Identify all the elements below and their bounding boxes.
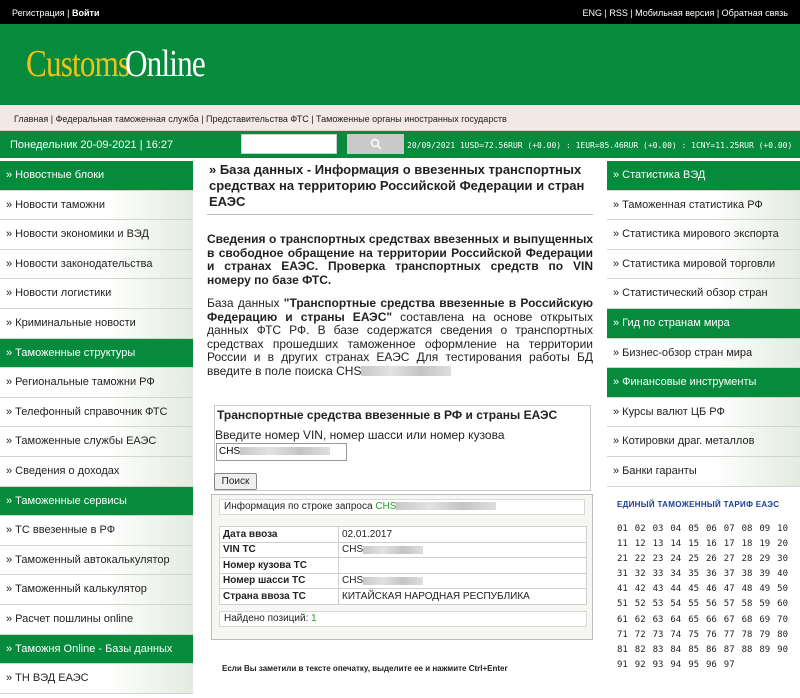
- tariff-group-link[interactable]: 01: [617, 524, 628, 534]
- tariff-group-link[interactable]: 63: [652, 614, 664, 625]
- tariff-group-link[interactable]: 66: [705, 614, 717, 625]
- rightnav-item-6[interactable]: » Бизнес-обзор стран мира: [607, 339, 800, 369]
- site-search-button[interactable]: [347, 134, 404, 154]
- leftnav-section-11[interactable]: » Таможенные сервисы: [0, 487, 193, 517]
- tariff-group-link[interactable]: 60: [777, 599, 789, 610]
- tariff-group-link[interactable]: 41: [617, 584, 628, 595]
- tariff-group-link[interactable]: 94: [670, 659, 682, 670]
- top-menu: [0, 105, 800, 131]
- tariff-group-link[interactable]: 06: [705, 524, 717, 534]
- left-sidebar: [0, 161, 193, 694]
- tariff-group-link[interactable]: 88: [741, 644, 753, 655]
- tariff-group-link[interactable]: 46: [705, 584, 717, 595]
- tariff-group-link[interactable]: 33: [652, 569, 664, 580]
- result-value-text: КИТАЙСКАЯ НАРОДНАЯ РЕСПУБЛИКА: [342, 590, 530, 602]
- leftnav-item-17[interactable]: » ТН ВЭД ЕАЭС: [0, 664, 193, 694]
- result-value: [339, 573, 587, 589]
- tariff-group-link[interactable]: 49: [759, 584, 771, 595]
- result-value: [339, 527, 587, 543]
- tariff-group-link[interactable]: 21: [617, 554, 628, 565]
- result-table: [219, 526, 587, 605]
- tariff-group-link[interactable]: 58: [741, 599, 753, 610]
- tariff-group-link[interactable]: 78: [741, 629, 753, 640]
- lead-text: Сведения о транспортных средствах ввезенных и выпущенных в свободное обращение на территории Российской Федерации и странах ЕАЭС. Проверка транспортных средств по VIN номеру по базе ФТС.: [207, 232, 593, 287]
- tariff-group-link[interactable]: 62: [634, 614, 646, 625]
- result-row: [220, 558, 587, 574]
- result-value-text: 02.01.2017: [342, 528, 393, 540]
- tariff-group-link[interactable]: 16: [705, 539, 717, 550]
- rightnav-section-0[interactable]: » Статистика ВЭД: [607, 161, 800, 191]
- tariff-group-link[interactable]: 67: [723, 614, 735, 625]
- tariff-group-link[interactable]: 71: [617, 629, 628, 640]
- rightnav-section-5[interactable]: » Гид по странам мира: [607, 309, 800, 339]
- tariff-group-link[interactable]: 80: [777, 629, 789, 640]
- tariff-group-link[interactable]: 93: [652, 659, 664, 670]
- search-icon: [370, 138, 382, 150]
- main-content: [207, 162, 593, 378]
- tariff-group-link[interactable]: 74: [670, 629, 682, 640]
- tariff-group-link[interactable]: 14: [670, 539, 682, 550]
- rightnav-item-1[interactable]: » Таможенная статистика РФ: [607, 191, 800, 221]
- tariff-group-link[interactable]: 40: [777, 569, 789, 580]
- tariff-group-link[interactable]: 15: [688, 539, 700, 550]
- title-divider: [207, 214, 593, 215]
- tariff-group-link[interactable]: 26: [705, 554, 717, 565]
- site-search-input[interactable]: [241, 134, 337, 154]
- redacted-value: [363, 577, 423, 585]
- leftnav-item-5[interactable]: » Криминальные новости: [0, 309, 193, 339]
- tariff-group-link[interactable]: 57: [723, 599, 735, 610]
- tariff-group-link[interactable]: 70: [777, 614, 789, 625]
- found-label: Найдено позиций:: [224, 613, 309, 624]
- leftnav-item-4[interactable]: » Новости логистики: [0, 279, 193, 309]
- leftnav-item-2[interactable]: » Новости экономики и ВЭД: [0, 220, 193, 250]
- rightnav-item-10[interactable]: » Банки гаранты: [607, 457, 800, 487]
- tariff-group-link[interactable]: 64: [670, 614, 682, 625]
- tariff-group-link[interactable]: 87: [723, 644, 735, 655]
- search-submit-button[interactable]: Поиск: [214, 473, 257, 490]
- tariff-group-link[interactable]: 65: [688, 614, 700, 625]
- tariff-group-link[interactable]: 77: [723, 629, 735, 640]
- current-date: Понедельник 20-09-2021 | 16:27: [10, 139, 174, 151]
- query-info-label: Информация по строке запроса: [224, 501, 373, 512]
- tariff-group-link[interactable]: 89: [759, 644, 771, 655]
- result-key: Дата ввоза: [220, 527, 339, 543]
- found-count: [219, 611, 587, 627]
- tariff-group-link[interactable]: 12: [634, 539, 646, 550]
- leftnav-section-0[interactable]: » Новостные блоки: [0, 161, 193, 191]
- leftnav-item-10[interactable]: » Сведения о доходах: [0, 457, 193, 487]
- logo-online[interactable]: Online: [125, 43, 205, 85]
- tariff-group-link[interactable]: 90: [777, 644, 789, 655]
- tariff-group-link[interactable]: 10: [777, 524, 789, 534]
- tariff-group-link[interactable]: 36: [705, 569, 717, 580]
- desc-sample-code: CHS: [336, 363, 362, 378]
- tariff-group-link[interactable]: 48: [741, 584, 753, 595]
- page-title: » База данных - Информация о ввезенных транспортных средствах на территорию Российской Федерации и стран ЕАЭС: [209, 162, 585, 209]
- tariff-group-link[interactable]: 13: [652, 539, 664, 550]
- tariff-group-link[interactable]: 20: [777, 539, 789, 550]
- tariff-group-link[interactable]: 25: [688, 554, 700, 565]
- tariff-group-link[interactable]: 07: [723, 524, 735, 534]
- tariff-group-link[interactable]: 05: [688, 524, 700, 534]
- leftnav-item-3[interactable]: » Новости законодательства: [0, 250, 193, 280]
- tariff-group-link[interactable]: 72: [634, 629, 646, 640]
- tariff-group-link[interactable]: 35: [688, 569, 700, 580]
- tariff-group-link[interactable]: 83: [652, 644, 664, 655]
- tariff-group-link[interactable]: 30: [777, 554, 789, 565]
- description-text: [207, 297, 593, 378]
- query-info-value: CHS: [375, 501, 397, 512]
- leftnav-section-16[interactable]: » Таможня Online - Базы данных: [0, 635, 193, 665]
- tariff-group-link[interactable]: 51: [617, 599, 628, 610]
- tariff-group-link[interactable]: 37: [723, 569, 735, 580]
- result-key: VIN ТС: [220, 542, 339, 558]
- tariff-group-link[interactable]: 86: [705, 644, 717, 655]
- desc-body: составлена на основе открытых данных ФТС РФ. В базе содержатся сведения о транспортных средствах прошедших таможенное оформление на территории России и в других странах ЕАЭС Для тестирования работы БД введите в поле поиска: [207, 309, 593, 378]
- tariff-group-link[interactable]: 11: [617, 539, 628, 550]
- tariff-group-link[interactable]: 18: [741, 539, 753, 550]
- tariff-group-link[interactable]: 04: [670, 524, 682, 534]
- result-panel: [211, 494, 593, 640]
- top-bar: [0, 0, 800, 24]
- currency-rates-ticker: 20/09/2021 1USD=72.56RUR (+0.00) : 1EUR=85.46RUR (+0.00) : 1CNY=11.25RUR (+0.00): [407, 141, 793, 150]
- desc-db-name: "Транспортные средства ввезенные в Российскую Федерацию и страны ЕАЭС": [207, 296, 593, 324]
- result-value: [339, 589, 587, 605]
- tariff-group-link[interactable]: 69: [759, 614, 771, 625]
- auth-links: [12, 8, 99, 18]
- top-menu-links[interactable]: Главная | Федеральная таможенная служба | Представительства ФТС | Таможенные органы иностранных государств: [14, 114, 507, 124]
- logo-customs[interactable]: Customs: [26, 43, 130, 85]
- result-key: Номер шасси ТС: [220, 573, 339, 589]
- leftnav-item-9[interactable]: » Таможенные службы ЕАЭС: [0, 427, 193, 457]
- tariff-group-link[interactable]: 34: [670, 569, 682, 580]
- tariff-group-link[interactable]: 59: [759, 599, 771, 610]
- tariff-group-link[interactable]: 85: [688, 644, 700, 655]
- login-link[interactable]: Войти: [72, 8, 100, 18]
- result-key: Номер кузова ТС: [220, 558, 339, 574]
- tariff-group-link[interactable]: 22: [634, 554, 646, 565]
- tariff-group-link[interactable]: 52: [634, 599, 646, 610]
- vin-input[interactable]: [216, 443, 347, 461]
- typo-notice: Если Вы заметили в тексте опечатку, выделите ее и нажмите Ctrl+Enter: [222, 664, 508, 673]
- tariff-group-link[interactable]: 73: [652, 629, 664, 640]
- rightnav-item-3[interactable]: » Статистика мировой торговли: [607, 250, 800, 280]
- tariff-group-link[interactable]: 81: [617, 644, 628, 655]
- tariff-group-link[interactable]: 61: [617, 614, 628, 625]
- result-value-text: CHS: [342, 544, 364, 556]
- tariff-group-link[interactable]: 27: [723, 554, 735, 565]
- tariff-group-link[interactable]: 24: [670, 554, 682, 565]
- query-info: [219, 499, 585, 515]
- tariff-group-link[interactable]: 53: [652, 599, 664, 610]
- tariff-group-link[interactable]: 56: [705, 599, 717, 610]
- tariff-group-link[interactable]: 44: [670, 584, 682, 595]
- redacted-value: [363, 546, 423, 554]
- tariff-group-link[interactable]: 92: [634, 659, 646, 670]
- rightnav-item-4[interactable]: » Статистический обзор стран: [607, 279, 800, 309]
- vin-input-value: CHS: [219, 446, 241, 457]
- tariff-group-link[interactable]: 76: [705, 629, 717, 640]
- tariff-group-link[interactable]: 43: [652, 584, 664, 595]
- tariff-group-link[interactable]: 82: [634, 644, 646, 655]
- tariff-group-link[interactable]: 42: [634, 584, 646, 595]
- result-value: [339, 558, 587, 574]
- result-row: [220, 573, 587, 589]
- result-key: Страна ввоза ТС: [220, 589, 339, 605]
- info-strip: [0, 131, 800, 158]
- tariff-group-link[interactable]: 19: [759, 539, 771, 550]
- tariff-group-link[interactable]: 45: [688, 584, 700, 595]
- auth-separator: |: [67, 8, 70, 18]
- site-header: [0, 24, 800, 105]
- leftnav-item-14[interactable]: » Таможенный калькулятор: [0, 575, 193, 605]
- tariff-group-link[interactable]: 75: [688, 629, 700, 640]
- leftnav-item-1[interactable]: » Новости таможни: [0, 191, 193, 221]
- tariff-group-link[interactable]: 96: [705, 659, 717, 670]
- redacted-code: [361, 366, 451, 376]
- leftnav-item-7[interactable]: » Региональные таможни РФ: [0, 368, 193, 398]
- result-value: [339, 542, 587, 558]
- tariff-group-link[interactable]: 55: [688, 599, 700, 610]
- tariff-group-link[interactable]: 79: [759, 629, 771, 640]
- tariff-groups: [617, 522, 797, 673]
- result-row: [220, 527, 587, 543]
- form-label: Введите номер VIN, номер шасси или номер кузова: [215, 428, 505, 442]
- tariff-group-link[interactable]: 08: [741, 524, 753, 534]
- right-sidebar: [607, 161, 800, 487]
- tariff-group-link[interactable]: 50: [777, 584, 789, 595]
- tariff-group-link[interactable]: 28: [741, 554, 753, 565]
- result-row: [220, 589, 587, 605]
- form-title: Транспортные средства ввезенные в РФ и страны ЕАЭС: [217, 408, 558, 422]
- leftnav-item-13[interactable]: » Таможенный автокалькулятор: [0, 546, 193, 576]
- register-link[interactable]: Регистрация: [12, 8, 65, 18]
- desc-prefix: База данных: [207, 296, 284, 310]
- leftnav-item-8[interactable]: » Телефонный справочник ФТС: [0, 398, 193, 428]
- tariff-group-link[interactable]: 39: [759, 569, 771, 580]
- tariff-group-link[interactable]: 23: [652, 554, 664, 565]
- redacted-vin: [240, 447, 330, 455]
- tariff-group-link[interactable]: 95: [688, 659, 700, 670]
- tariff-group-link[interactable]: 68: [741, 614, 753, 625]
- top-right-links[interactable]: ENG | RSS | Мобильная версия | Обратная связь: [582, 8, 788, 18]
- result-value-text: CHS: [342, 575, 364, 587]
- tariff-group-link[interactable]: 31: [617, 569, 628, 580]
- rightnav-item-2[interactable]: » Статистика мирового экспорта: [607, 220, 800, 250]
- tariff-group-link[interactable]: 97: [723, 659, 735, 670]
- redacted-query: [396, 502, 496, 510]
- tariff-group-link[interactable]: 02: [634, 524, 646, 534]
- vin-search-form: [214, 405, 591, 491]
- tariff-group-link[interactable]: 47: [723, 584, 735, 595]
- rightnav-item-9[interactable]: » Котировки драг. металлов: [607, 427, 800, 457]
- leftnav-item-15[interactable]: » Расчет пошлины online: [0, 605, 193, 635]
- tariff-group-link[interactable]: 38: [741, 569, 753, 580]
- tariff-group-link[interactable]: 32: [634, 569, 646, 580]
- leftnav-item-12[interactable]: » ТС ввезенные в РФ: [0, 516, 193, 546]
- tariff-group-link[interactable]: 03: [652, 524, 664, 534]
- tariff-group-link[interactable]: 54: [670, 599, 682, 610]
- tariff-group-link[interactable]: 91: [617, 659, 628, 670]
- tariff-title[interactable]: ЕДИНЫЙ ТАМОЖЕННЫЙ ТАРИФ ЕАЭС: [617, 500, 780, 509]
- tariff-group-link[interactable]: 29: [759, 554, 771, 565]
- tariff-group-link[interactable]: 17: [723, 539, 735, 550]
- leftnav-section-6[interactable]: » Таможенные структуры: [0, 339, 193, 369]
- result-row: [220, 542, 587, 558]
- tariff-group-link[interactable]: 09: [759, 524, 771, 534]
- rightnav-section-7[interactable]: » Финансовые инструменты: [607, 368, 800, 398]
- tariff-group-link[interactable]: 84: [670, 644, 682, 655]
- found-value: 1: [311, 613, 317, 624]
- rightnav-item-8[interactable]: » Курсы валют ЦБ РФ: [607, 398, 800, 428]
